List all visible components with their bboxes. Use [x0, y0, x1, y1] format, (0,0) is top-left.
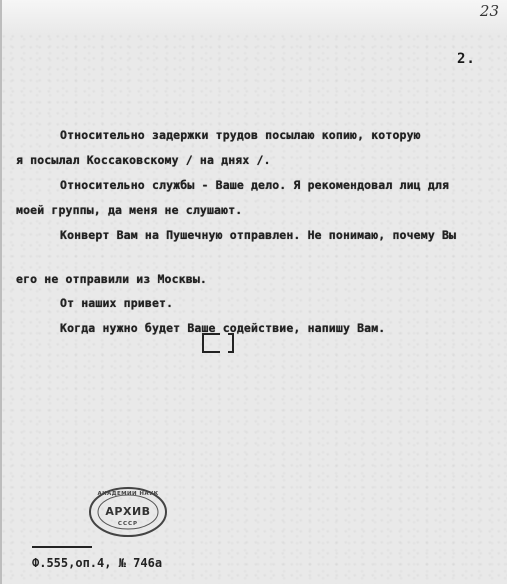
stamp-main-text: АРХИВ	[105, 505, 151, 518]
bracket-mark	[202, 333, 220, 353]
text-line: Относительно задержки трудов посылаю копию, которую	[60, 128, 421, 142]
footnote-rule	[32, 546, 92, 548]
archive-sheet-number: 23	[479, 2, 499, 20]
archive-reference: Ф.555,оп.4, № 746а	[32, 556, 163, 570]
page-number: 2.	[457, 51, 476, 67]
scan-edge	[2, 0, 507, 34]
archive-stamp	[88, 486, 168, 538]
stamp-bottom-text: СССР	[117, 521, 139, 527]
text-line: я посылал Коссаковскому / на днях /.	[16, 153, 271, 167]
stamp-ring-text: АКАДЕМИИ НАУК	[97, 491, 159, 497]
text-line: Когда нужно будет Ваше содействие, напишу Вам.	[60, 321, 386, 335]
text-line: Относительно службы - Ваше дело. Я рекомендовал лиц для	[60, 178, 450, 192]
text-line: моей группы, да меня не слушают.	[16, 203, 243, 217]
text-line: Конверт Вам на Пушечную отправлен. Не понимаю, почему Вы	[60, 228, 457, 242]
text-line: От наших привет.	[60, 296, 174, 310]
text-line: его не отправили из Москвы.	[16, 272, 207, 286]
